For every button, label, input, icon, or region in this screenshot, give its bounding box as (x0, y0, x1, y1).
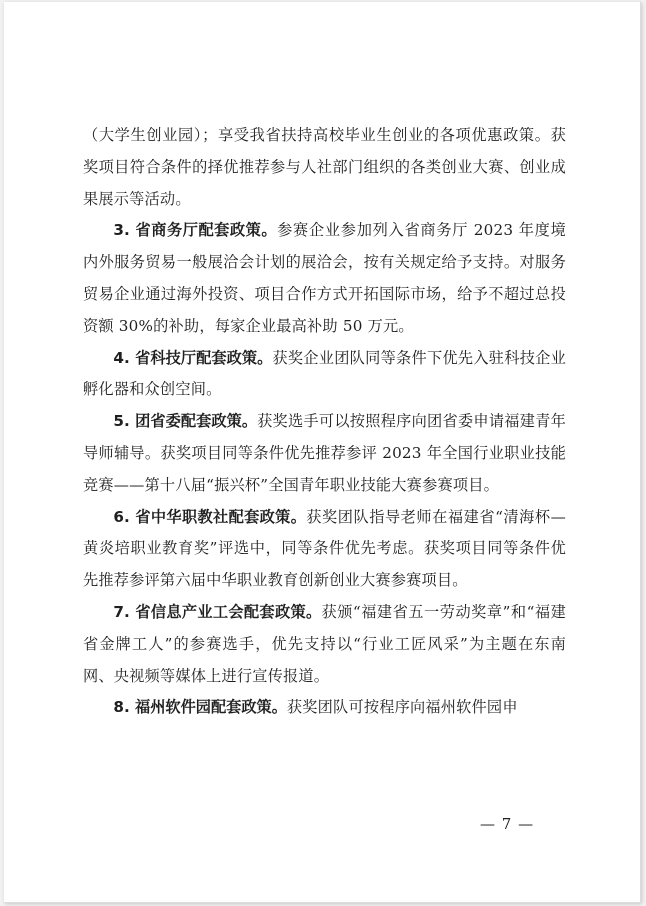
body-text (83, 120, 566, 724)
paragraph-2 (83, 215, 566, 342)
paragraph-heading: 7. 省信息产业工会配套政策。 (113, 602, 322, 621)
paragraph-text: （大学生创业园）；享受我省扶持高校毕业生创业的各项优惠政策。获奖项目符合条件的择优推荐参与人社部门组织的各类创业大赛、创业成果展示等活动。 (83, 126, 566, 208)
paragraph-text: 参赛企业参加列入省商务厅 2023 年度境内外服务贸易一般展洽会计划的展洽会，按有关规定给予支持。对服务贸易企业通过海外投资、项目合作方式开拓国际市场，给予不超过总投资额 30%的补助，每家企业最高补助 50 万元。 (83, 221, 566, 335)
paragraph-text: 获奖选手可以按照程序向团省委申请福建青年导师辅导。获奖项目同等条件优先推荐参评 2023 年全国行业职业技能竞赛——第十八届“振兴杯”全国青年职业技能大赛参赛项目。 (83, 412, 567, 494)
page-number: — 7 — (480, 815, 535, 833)
paragraph-text: 获奖团队指导老师在福建省“清海杯—黄炎培职业教育奖”评选中，同等条件优先考虑。获奖项目同等条件优先推荐参评第六届中华职业教育创新创业大赛参赛项目。 (83, 507, 567, 590)
paragraph-heading: 3. 省商务厅配套政策。 (113, 221, 278, 240)
paragraph-text: 获奖企业团队同等条件下优先入驻科技企业孵化器和众创空间。 (83, 348, 566, 399)
paragraph-1 (83, 120, 566, 215)
paragraph-heading: 8. 福州软件园配套政策。 (113, 698, 287, 717)
paragraph-3 (83, 343, 566, 407)
paragraph-text: 获颁“福建省五一劳动奖章”和“福建省金牌工人”的参赛选手，优先支持以“行业工匠风采”为主题在东南网、央视频等媒体上进行宣传报道。 (83, 602, 566, 685)
paragraph-4 (83, 406, 566, 501)
paragraph-7 (83, 692, 566, 724)
document-page (4, 2, 641, 903)
paragraph-heading: 6. 省中华职教社配套政策。 (113, 507, 307, 526)
paragraph-text: 获奖团队可按程序向福州软件园申 (286, 698, 518, 717)
paragraph-5 (83, 502, 566, 597)
paragraph-6 (83, 597, 566, 692)
paragraph-heading: 5. 团省委配套政策。 (113, 412, 258, 431)
paragraph-heading: 4. 省科技厅配套政策。 (113, 348, 273, 367)
